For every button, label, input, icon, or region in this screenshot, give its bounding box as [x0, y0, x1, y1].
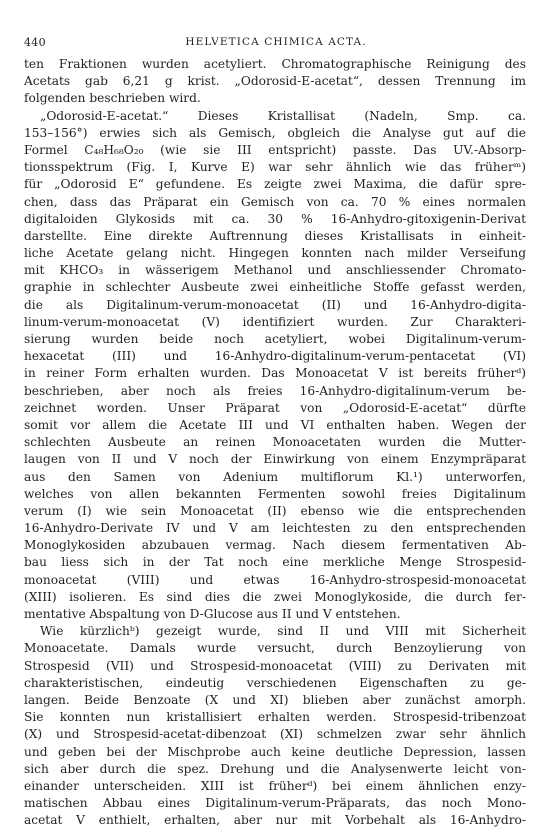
text-line: und geben bei der Mischprobe auch keine deutliche Depression, lassen — [24, 744, 526, 759]
text-line: mentative Abspaltung von D-Glucose aus II und V entstehen. — [24, 607, 401, 621]
text-line: aus den Samen von Adenium multiflorum Kl.¹) unterworfen, — [24, 469, 526, 484]
text-line: linum-verum-monoacetat (V) identifiziert wurden. Zur Charakteri- — [24, 314, 526, 329]
text-line: monoacetat (VIII) und etwas 16-Anhydro-strospesid-monoacetat — [24, 572, 526, 587]
text-line: sich aber durch die spez. Drehung und die Analysenwerte leicht von- — [24, 761, 526, 776]
text-line: Monoglykosiden abzubauen vermag. Nach diesem fermentativen Ab- — [24, 538, 526, 553]
text-line: Sie konnten nun kristallisiert erhalten werden. Strospesid-tribenzoat — [24, 710, 526, 725]
text-line: 153–156°) erwies sich als Gemisch, obgleich die Analyse gut auf die — [24, 125, 526, 140]
journal-title: HELVETICA CHIMICA ACTA. — [185, 36, 367, 48]
text-line: Monoacetate. Damals wurde versucht, durch Benzoylierung von — [24, 641, 526, 656]
text-line: laugen von II und V noch der Einwirkung von einem Enzympräparat — [24, 452, 526, 467]
text-line: acetat V enthielt, erhalten, aber nur mit Vorbehalt als 16-Anhydro- — [24, 813, 526, 828]
text-line: folgenden beschrieben wird. — [24, 91, 201, 106]
text-line: chen, dass das Präparat ein Gemisch von ca. 70 % eines normalen — [24, 194, 526, 209]
body-text — [24, 56, 526, 829]
text-line: in reiner Form erhalten wurden. Das Monoacetat V ist bereits früherᵈ) — [24, 366, 526, 381]
text-line: liche Acetate gelang nicht. Hingegen konnten nach milder Verseifung — [24, 246, 526, 261]
text-line: mit KHCO₃ in wässerigem Methanol und anschliessender Chromato- — [24, 263, 526, 278]
text-line: für „Odorosid E“ gefundene. Es zeigte zwei Maxima, die dafür spre- — [24, 177, 526, 192]
running-header — [24, 36, 528, 52]
text-line: zeichnet worden. Unser Präparat von „Odorosid-E-acetat“ dürfte — [24, 400, 526, 415]
text-line: matischen Abbau eines Digitalinum-verum-Präparats, das noch Mono- — [24, 796, 526, 811]
text-line: hexacetat (III) und 16-Anhydro-digitalinum-verum-pentacetat (VI) — [24, 349, 526, 364]
text-line: bau liess sich in der Tat noch eine merkliche Menge Strospesid- — [24, 555, 526, 570]
text-line: charakteristischen, eindeutig verschiedenen Eigenschaften zu ge- — [24, 675, 526, 690]
text-line: Formel C₄₈H₆₈O₂₀ (wie sie III entspricht) passte. Das UV.-Absorp- — [24, 142, 526, 157]
page-number: 440 — [24, 36, 46, 49]
text-line: (X) und Strospesid-acetat-dibenzoat (XI) schmelzen zwar sehr ähnlich — [24, 727, 526, 742]
text-line: Strospesid (VII) und Strospesid-monoacetat (VIII) zu Derivaten mit — [24, 658, 526, 673]
text-line: beschrieben, aber noch als freies 16-Anhydro-digitalinum-verum be- — [24, 383, 526, 398]
text-line: Acetats gab 6,21 g krist. „Odorosid-E-acetat“, dessen Trennung im — [24, 74, 526, 89]
text-line: langen. Beide Benzoate (X und XI) blieben aber zunächst amorph. — [24, 692, 526, 707]
text-line: somit vor allem die Acetate III und VI enthalten haben. Wegen der — [24, 417, 526, 432]
text-line: die als Digitalinum-verum-monoacetat (II) und 16-Anhydro-digita- — [24, 297, 526, 312]
text-line: (XIII) isolieren. Es sind dies die zwei Monoglykoside, die durch fer- — [24, 589, 526, 604]
text-line: tionsspektrum (Fig. I, Kurve E) war sehr ähnlich wie das früherᵐ) — [24, 160, 526, 175]
text-line: ten Fraktionen wurden acetyliert. Chromatographische Reinigung des — [24, 57, 526, 71]
text-line: graphie in schlechter Ausbeute zwei einheitliche Stoffe gefasst werden, — [24, 280, 526, 295]
text-line: 16-Anhydro-Derivate IV und V am leichtesten zu den entsprechenden — [24, 521, 526, 536]
text-line: sierung wurden beide noch acetyliert, wobei Digitalinum-verum- — [24, 332, 526, 346]
text-line: „Odorosid-E-acetat.“ Dieses Kristallisat (Nadeln, Smp. ca. — [40, 108, 526, 123]
text-line: verum (I) wie sein Monoacetat (II) ebenso wie die entsprechenden — [24, 503, 526, 518]
text-line: darstellte. Eine direkte Auftrennung dieses Kristallisats in einheit- — [24, 228, 526, 243]
text-line: einander unterscheiden. XIII ist früherᵈ) bei einem ähnlichen enzy- — [24, 778, 526, 793]
text-line: digitaloiden Glykosids mit ca. 30 % 16-Anhydro-gitoxigenin-Derivat — [24, 211, 526, 226]
text-line: welches von allen bekannten Fermenten sowohl freies Digitalinum — [24, 486, 526, 501]
text-line: schlechten Ausbeute an reinen Monoacetaten wurden die Mutter- — [24, 435, 526, 450]
text-line: Wie kürzlichᵇ) gezeigt wurde, sind II und VIII mit Sicherheit — [40, 624, 526, 639]
